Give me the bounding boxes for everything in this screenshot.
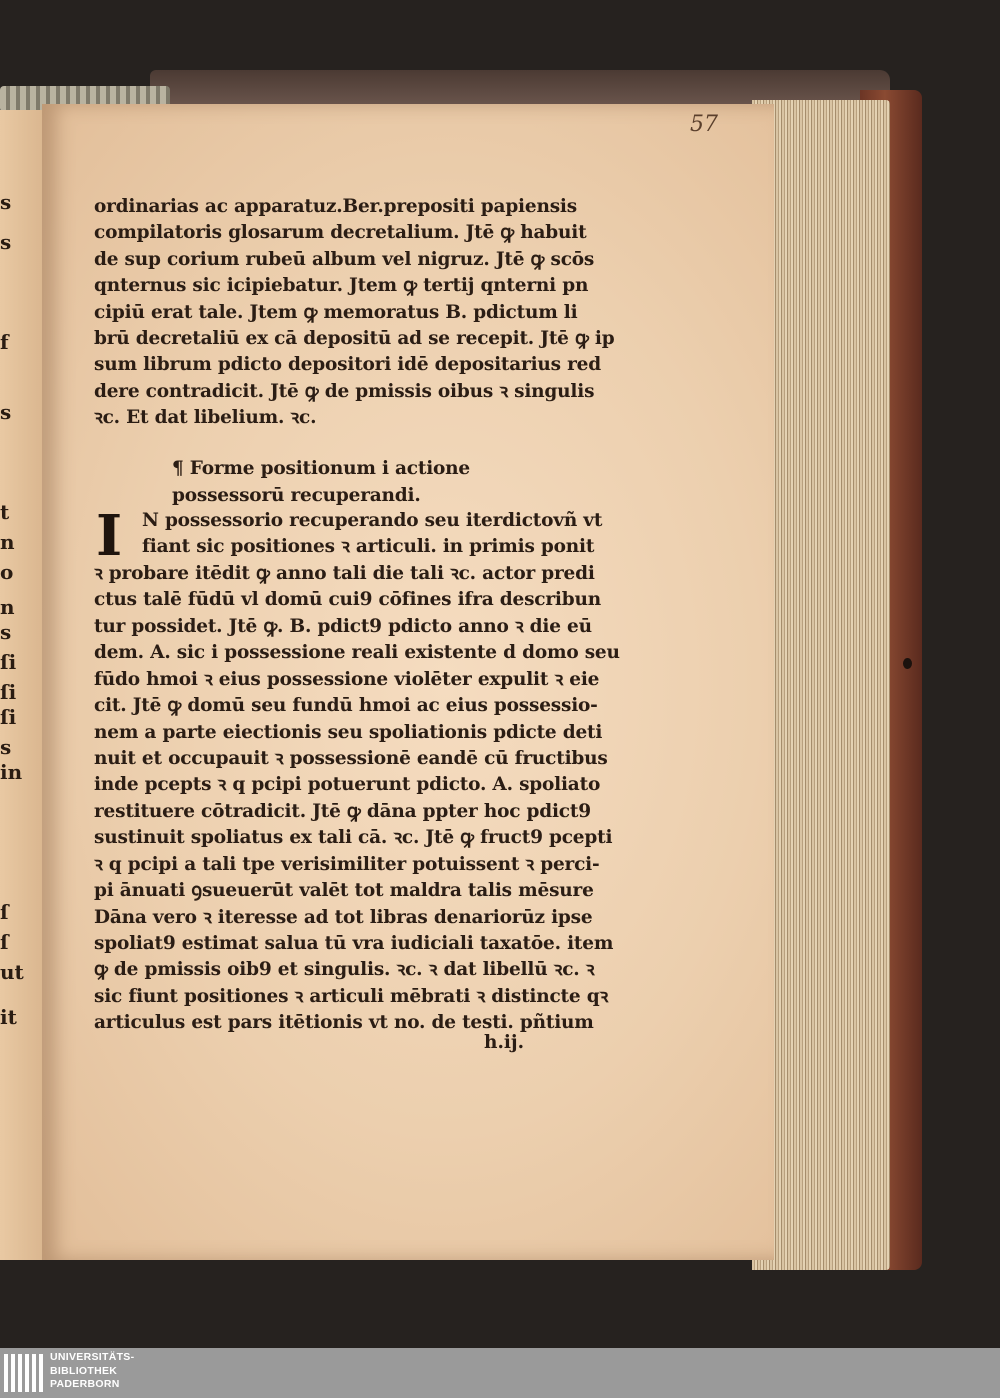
- left-page-fragment: ſi: [0, 680, 17, 704]
- text-line: ordinarias ac apparatuz.Ber.prepositi papiensis: [94, 196, 577, 217]
- initial-letter: I: [96, 503, 123, 569]
- cover-hole: [903, 658, 912, 669]
- body-line: nuit et occupauit ꝛ possessionē eandē cū fructibus: [94, 747, 608, 769]
- body-line: sic fiunt positiones ꝛ articuli mēbrati ꝛ distincte qꝛ: [94, 985, 609, 1007]
- body-line: ꝙ de pmissis oib9 et singulis. ꝛc. ꝛ dat libellū ꝛc. ꝛ: [94, 959, 595, 981]
- left-page-fragment: ſi: [0, 705, 17, 729]
- section-heading: [172, 455, 622, 509]
- logo-text-line: UNIVERSITÄTS-: [50, 1351, 135, 1363]
- signature-mark: h.ij.: [484, 1032, 525, 1053]
- body-line: pi ānuati ꝯsueuerūt valēt tot maldra talis mēsure: [94, 880, 594, 902]
- top-text-block: [94, 194, 616, 432]
- left-page-fragment: n: [0, 530, 15, 554]
- left-page-fragment: ſ: [0, 900, 9, 924]
- heading-line: ¶ Forme positionum i actione: [172, 458, 471, 479]
- body-line: Dāna vero ꝛ iteresse ad tot libras denariorūz ipse: [94, 906, 593, 928]
- left-page-fragment: n: [0, 595, 15, 619]
- body-line: cit. Jtē ꝙ domū seu fundū hmoi ac eius possessio-: [94, 695, 598, 717]
- left-page-fragment: s: [0, 400, 12, 424]
- body-line: articulus est pars itētionis vt no. de testi. pñtium: [94, 1012, 594, 1034]
- text-line: sum librum pdicto depositori idē depositarius red: [94, 354, 601, 376]
- left-page-fragment: o: [0, 560, 14, 584]
- text-line: compilatoris glosarum decretalium. Jtē ꝙ habuit: [94, 222, 587, 244]
- left-page-fragment: s: [0, 230, 12, 254]
- body-line: spoliat9 estimat salua tū vra iudiciali taxatōe. item: [94, 933, 614, 954]
- text-line: ꝛc. Et dat libelium. ꝛc.: [94, 407, 317, 429]
- body-line: fūdo hmoi ꝛ eius possessione violēter expulit ꝛ eie: [94, 668, 600, 690]
- body-line: inde pcepts ꝛ q pcipi potuerunt pdicto. A. spoliato: [94, 774, 601, 796]
- body-line: ꝛ probare itēdit ꝙ anno tali die tali ꝛc. actor predi: [94, 562, 595, 584]
- body-line: fiant sic positiones ꝛ articuli. in primis ponit: [142, 536, 595, 558]
- left-page-fragment: s: [0, 190, 12, 214]
- body-line: ctus talē fūdū vl domū cui9 cōfines ifra describun: [94, 589, 601, 611]
- library-logo-text: [50, 1351, 134, 1392]
- left-page-fragment: s: [0, 735, 12, 759]
- text-line: cipiū erat tale. Jtem ꝙ memoratus B. pdictum li: [94, 301, 578, 323]
- left-page-fragment: s: [0, 620, 12, 644]
- left-page-fragment: ſi: [0, 650, 17, 674]
- left-page-fragment: ſ: [0, 930, 9, 954]
- heading-line: possessorū recuperandi.: [172, 485, 421, 506]
- body-line: N possessorio recuperando seu iterdictovñ vt: [142, 510, 603, 531]
- left-page-fragment: t: [0, 500, 10, 524]
- body-paragraph: [94, 503, 624, 1037]
- text-line: dere contradicit. Jtē ꝙ de pmissis oibus ꝛ singulis: [94, 380, 595, 402]
- left-page-fragment: ut: [0, 960, 24, 984]
- footer-bar: [0, 1348, 1000, 1398]
- logo-text-line: BIBLIOTHEK: [50, 1364, 118, 1377]
- body-line: nem a parte eiectionis seu spoliationis pdicte deti: [94, 721, 603, 743]
- text-line: brū decretaliū ex cā depositū ad se recepit. Jtē ꝙ ip: [94, 327, 615, 349]
- text-line: qnternus sic icipiebatur. Jtem ꝙ tertij qnterni pn: [94, 275, 589, 297]
- logo-text-line: PADERBORN: [50, 1378, 120, 1390]
- library-logo-icon: [4, 1354, 44, 1394]
- body-line: sustinuit spoliatus ex tali cā. ꝛc. Jtē ꝙ fruct9 pcepti: [94, 827, 613, 849]
- folio-number: 57: [690, 112, 718, 137]
- left-page-fragment: in: [0, 760, 23, 784]
- left-page-edge: [0, 110, 48, 1260]
- text-line: de sup corium rubeū album vel nigruz. Jtē ꝙ scōs: [94, 248, 595, 270]
- left-page-fragment: it: [0, 1005, 17, 1029]
- body-line: tur possidet. Jtē ꝙ. B. pdict9 pdicto anno ꝛ die eū: [94, 615, 592, 637]
- body-line: dem. A. sic i possessione reali existente d domo seu: [94, 642, 620, 664]
- left-page-fragment: f: [0, 330, 9, 354]
- body-line: restituere cōtradicit. Jtē ꝙ dāna ppter hoc pdict9: [94, 800, 591, 822]
- body-line: ꝛ q pcipi a tali tpe verisimiliter potuissent ꝛ perci-: [94, 853, 600, 875]
